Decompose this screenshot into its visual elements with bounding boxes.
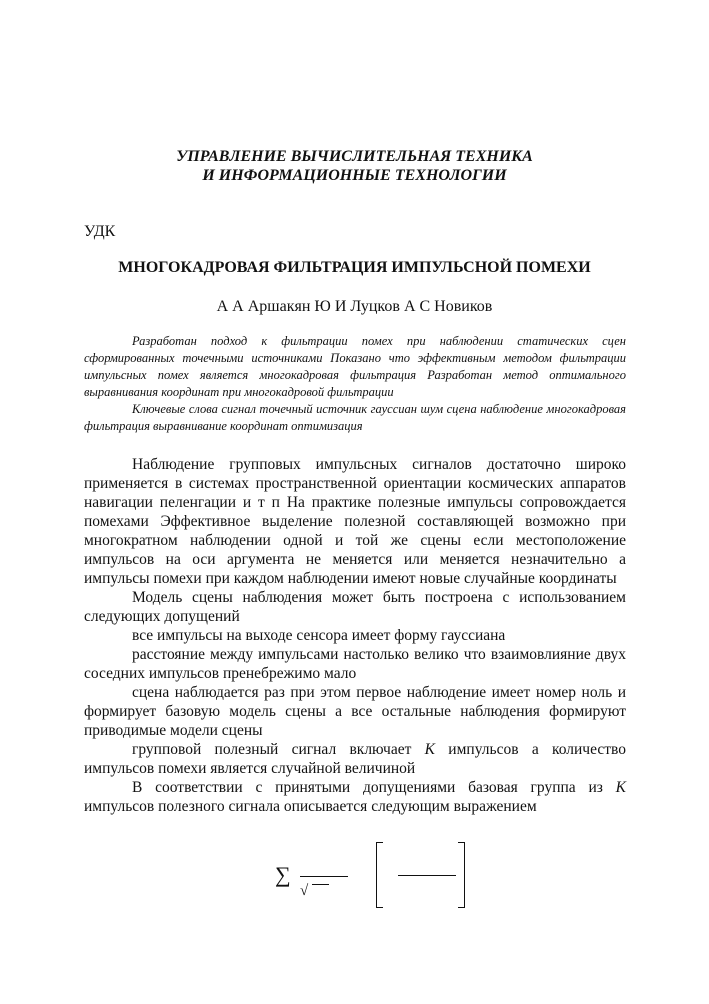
abstract-keywords: Ключевые слова сигнал точечный источник гауссиан шум сцена наблюдение многокадровая фильтрация выравнивание координат оптимизация bbox=[84, 402, 626, 433]
assumption-item bbox=[84, 740, 626, 778]
section-heading bbox=[0, 147, 709, 185]
assumption-item: расстояние между импульсами настолько велико что взаимовлияние двух соседних импульсов пренебрежимо мало bbox=[84, 646, 626, 682]
abstract-summary: Разработан подход к фильтрации помех при наблюдении статических сцен сформированных точечными источниками Показано что эффективным методом фильтрации импульсных помех является многокадровая фильтрация Разработан метод оптимального выравнивания координат при многокадровой фильтрации bbox=[84, 334, 626, 399]
right-bracket bbox=[458, 842, 465, 908]
sqrt-symbol: √ bbox=[300, 883, 309, 899]
left-bracket bbox=[376, 842, 383, 908]
author-list: А А Аршакян Ю И Луцков А С Новиков bbox=[216, 298, 493, 315]
fraction-line bbox=[398, 875, 456, 876]
abstract bbox=[84, 333, 626, 435]
text-fragment: В соответствии с принятыми допущениями базовая группа из bbox=[132, 779, 616, 796]
body-paragraph: Модель сцены наблюдения может быть построена с использованием следующих допущений bbox=[84, 589, 626, 625]
body-text bbox=[84, 455, 626, 816]
section-heading-line-2: И ИНФОРМАЦИОННЫЕ ТЕХНОЛОГИИ bbox=[202, 167, 507, 184]
body-paragraph: Наблюдение групповых импульсных сигналов достаточно широко применяется в системах пространственной ориентации космических аппаратов навигации пеленгации и т п На практике полезные импульсы сопровождается помехами Эффективное выделение полезной составляющей возможно при многократном наблюдении одной и той же сцены если местоположение импульсов на оси аргумента не меняется или меняется незначительно а импульсы помехи при каждом наблюдении имеют новые случайные координаты bbox=[84, 456, 626, 587]
fraction-line bbox=[300, 876, 348, 877]
udk-label: УДК bbox=[84, 223, 116, 240]
equation bbox=[272, 838, 472, 908]
paper-title: МНОГОКАДРОВАЯ ФИЛЬТРАЦИЯ ИМПУЛЬСНОЙ ПОМЕХИ bbox=[118, 259, 591, 276]
sum-symbol: ∑ bbox=[275, 862, 291, 887]
assumption-item: сцена наблюдается раз при этом первое наблюдение имеет номер ноль и формирует базовую модель сцены а все остальные наблюдения формируют приводимые модели сцены bbox=[84, 684, 626, 739]
assumption-item: все импульсы на выходе сенсора имеет форму гауссиана bbox=[132, 627, 506, 644]
text-fragment: групповой полезный сигнал включает bbox=[132, 741, 425, 758]
text-fragment: импульсов а количество импульсов помехи является случайной величиной bbox=[84, 741, 626, 777]
body-paragraph bbox=[84, 778, 626, 816]
text-fragment: импульсов полезного сигнала описывается следующим выражением bbox=[84, 798, 537, 815]
section-heading-line-1: УПРАВЛЕНИЕ ВЫЧИСЛИТЕЛЬНАЯ ТЕХНИКА bbox=[176, 148, 533, 165]
sqrt-vinculum bbox=[312, 884, 329, 885]
variable-k: K bbox=[615, 779, 626, 796]
variable-k: K bbox=[424, 741, 436, 758]
